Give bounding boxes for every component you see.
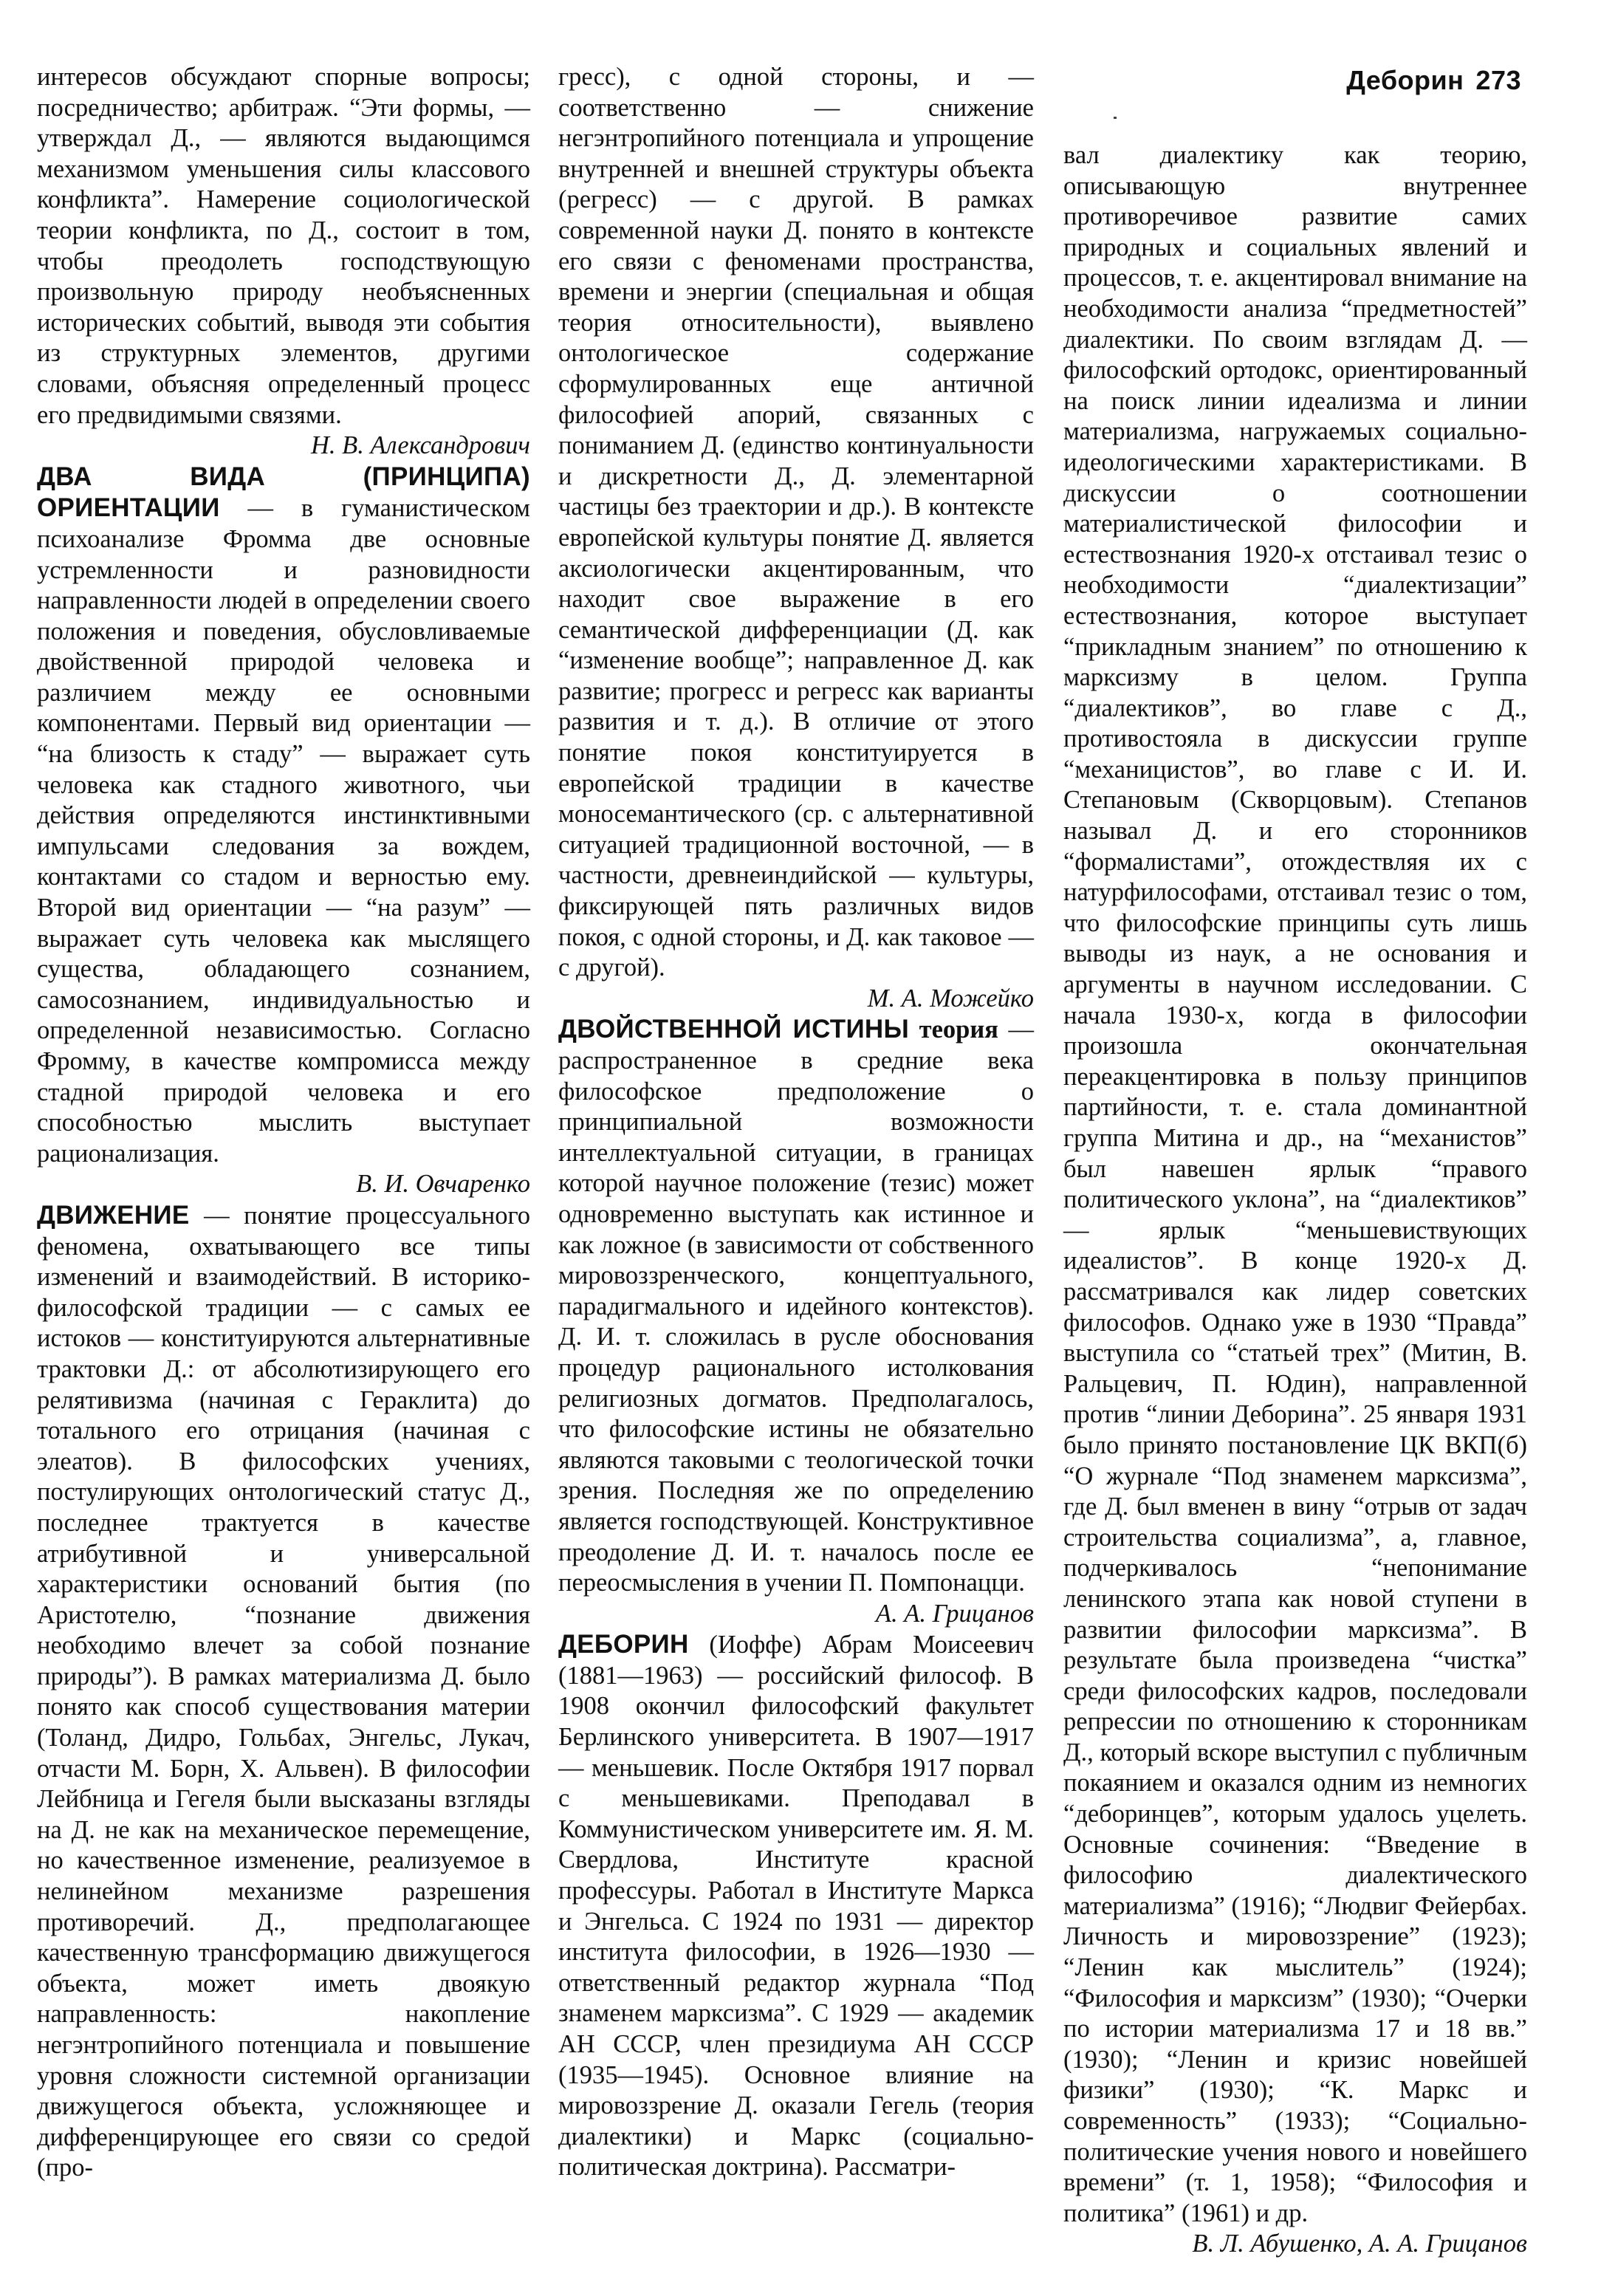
page-number: 273 xyxy=(1475,65,1521,95)
dictionary-entry xyxy=(37,1200,530,2184)
entry-body: — понятие процессуального феномена, охватывающего все типы изменений и взаимодействий. В историко-философской традиции — с самых ее истоков — конституируются альтернативные трактовки Д.: от абсолютизирующего его релятивизма (начиная с Гераклита) до тотального его отрицания (начиная с элеатов). В философских учениях, постулирующих онтологический статус Д., последнее трактуется в качестве атрибутивной и универсальной характеристики оснований бытия (по Аристотелю, “познание движения необходимо влечет за собой познание природы”). В рамках материализма Д. было понято как способ существования материи (Толанд, Дидро, Гольбах, Энгельс, Лукач, отчасти М. Борн, Х. Альвен). В философии Лейбница и Гегеля были высказаны взгляды на Д. не как на механическое перемещение, но качественное изменение, реализуемое в нелинейном механизме разрешения противоречий. Д., предполагающее качественную трансформацию движущегося объекта, может иметь двоякую направленность: накопление негэнтропийного потенциала и повышение уровня сложности системной организации движущегося объекта, усложняющее и дифференцирующее его связи со средой (про- xyxy=(37,1201,530,2182)
print-speck xyxy=(1114,117,1117,119)
dictionary-entry xyxy=(37,462,530,1170)
article-author: В. И. Овчаренко xyxy=(356,1170,530,1199)
dictionary-entry xyxy=(558,1629,1034,2183)
entry-body: — в гуманистическом психоанализе Фромма две основные устремленности и разновидности направленности людей в определении своего положения и поведения, обусловливаемые двойственной природой человека и различием между ее основными компонентами. Первый вид ориентации — “на близость к стаду” — выражает суть человека как стадного животного, чьи действия определяются инстинктивными импульсами следования за вождем, контактами со стадом и верностью ему. Второй вид ориентации — “на разум” — выражает суть человека как мыслящего существа, обладающего сознанием, самосознанием, индивидуальностью и определенной независимостью. Согласно Фромму, в качестве компромисса между стадной природой человека и его способностью мыслить выступает рационализация. xyxy=(37,494,530,1168)
paragraph: вал диалектику как теорию, описывающую внутреннее противоречивое развитие самих природных и социальных явлений и процессов, т. е. акцентировал внимание на необходимости анализа “предметностей” диалектики. По своим взглядам Д. — философский ортодокс, ориентированный на поиск линии идеализма и линии материализма, нагружаемых социально-идеологическими характеристиками. В дискуссии о соотношении материалистической философии и естествознания 1920-х отстаивал тезис о необходимости “диалектизации” естествознания, которое выступает “прикладным знанием” по отношению к марксизму в целом. Группа “диалектиков”, во главе с Д., противостояла в дискуссии группе “механицистов”, во главе с И. И. Степановым (Скворцовым). Степанов называл Д. и его сторонников “формалистами”, отождествляя их с натурфилософами, отстаивал тезис о том, что философские принципы суть лишь выводы из наук, а не основания и аргументы в научном исследовании. С начала 1930-х, когда в философии произошла окончательная переакцентировка в пользу принципов партийности, т. е. стала доминантной группа Митина и др., на “механистов” был навешен ярлык “правого политического уклона”, на “диалектиков” — ярлык “меньшевиствующих идеалистов”. В конце 1920-х Д. рассматривался как лидер советских философов. Однако уже в 1930 “Правда” выступила со “статьей трех” (Митин, В. Ральцевич, П. Юдин), направленной против “линии Деборина”. 25 января 1931 было принято постановление ЦК ВКП(б) “О журнале “Под знаменем марксизма”, где Д. был вменен в вину “отрыв от задач строительства социализма”, а, главное, подчеркивалось “непонимание ленинского этапа как новой ступени в развитии философии марксизма”. В результате была произведена “чистка” среди философских кадров, последовали репрессии по отношению к сторонникам Д., который вскоре выступил с публичным покаянием и оказался одним из немногих “деборинцев”, которым удалось уцелеть. Основные сочинения: “Введение в философию диалектического материализма” (1916); “Людвиг Фейербах. Личность и мировоззрение” (1923); “Ленин как мыслитель” (1924); “Философия и марксизм” (1930); “Очерки по истории материализма 17 и 18 вв.” (1930); “Ленин и кризис новейшей физики” (1930); “К. Маркс и современность” (1933); “Социально-политические учения нового и новейшего времени” (т. 1, 1958); “Философия и политика” (1961) и др. xyxy=(1063,141,1527,2227)
column-1 xyxy=(37,62,530,2184)
paragraph: интересов обсуждают спорные вопросы; посредничество; арбитраж. “Эти формы, — утверждал Д., — являются выдающимся механизмом уменьшения силы классового конфликта”. Намерение социологической теории конфликта, по Д., состоит в том, чтобы преодолеть господствующую произвольную природу необъясненных исторических событий, выводя эти события из структурных элементов, другими словами, объясняя определенный процесс его предвидимыми связями. xyxy=(37,63,530,429)
paragraph: гресс), с одной стороны, и — соответственно — снижение негэнтропийного потенциала и упрощение внутренней и внешней структуры объекта (регресс) — с другой. В рамках современной науки Д. понято в контексте его связи с феноменами пространства, времени и энергии (специальная и общая теория относительности), выявлено онтологическое содержание сформулированных еще античной философией апорий, связанных с пониманием Д. (единство континуальности и дискретности Д., Д. элементарной частицы без траектории и др.). В контексте европейской культуры понятие Д. является аксиологически акцентированным, что находит свое выражение в его семантической дифференциации (Д. как “изменение вообще”; направленное Д. как развитие; прогресс и регресс как варианты развития и т. д.). В отличие от этого понятие покоя конституируется в европейской традиции в качестве моносемантического (ср. с альтернативной ситуацией традиционной восточной, — в частности, древнеиндийской — культуры, фиксирующей пять различных видов покоя, с одной стороны, и Д. как таковое — с другой). xyxy=(558,63,1034,982)
article-author: В. Л. Абушенко, А. А. Грицанов xyxy=(1192,2230,1527,2258)
entry-headword: ДВА ВИДА (ПРИНЦИПА) ОРИЕНТАЦИИ xyxy=(37,462,530,523)
article-author: М. А. Можейко xyxy=(867,984,1034,1012)
entry-headword: ДВОЙСТВЕННОЙ ИСТИНЫ xyxy=(558,1015,910,1044)
entry-body: (Иоффе) Абрам Моисеевич (1881—1963) — российский философ. В 1908 окончил философский факультет Берлинского университета. В 1907—1917 — меньшевик. После Октября 1917 порвал с меньшевиками. Преподавал в Коммунистическом университете им. Я. М. Свердлова, Институте красной профессуры. Работал в Институте Маркса и Энгельса. С 1924 по 1931 — директор института философии, в 1926—1930 — ответственный редактор журнала “Под знаменем марксизма”. С 1929 — академик АН СССР, член президиума АН СССР (1935—1945). Основное влияние на мировоззрение Д. оказали Гегель (теория диалектики) и Маркс (социально-политическая доктрина). Рассматри- xyxy=(558,1631,1034,2182)
dictionary-entry xyxy=(558,1014,1034,1598)
running-head-title: Деборин xyxy=(1346,65,1464,95)
column-3 xyxy=(1063,140,1527,2260)
article-author: Н. В. Александрович xyxy=(310,431,530,460)
article-author: А. А. Грицанов xyxy=(875,1599,1034,1628)
entry-headword-continuation: теория xyxy=(909,1015,998,1044)
entry-headword: ДВИЖЕНИЕ xyxy=(37,1200,190,1230)
entry-body: — распространенное в средние века философское предположение о принципиальной возможности интеллектуальной ситуации, в границах которой научное положение (тезис) может одновременно выступать как истинное и как ложное (в зависимости от собственного мировоззренческого, концептуального, парадигмального и идейного контекстов). Д. И. т. сложилась в русле обоснования процедур рационального истолкования религиозных догматов. Предполагалось, что философские истины не обязательно являются таковыми с теологической точки зрения. Последняя же по определению является господствующей. Конструктивное преодоление Д. И. т. началось после ее переосмысления в учении П. Помпонацци. xyxy=(558,1015,1034,1597)
column-2 xyxy=(558,62,1034,2183)
entry-headword: ДЕБОРИН xyxy=(558,1630,689,1659)
running-head xyxy=(1346,65,1521,96)
